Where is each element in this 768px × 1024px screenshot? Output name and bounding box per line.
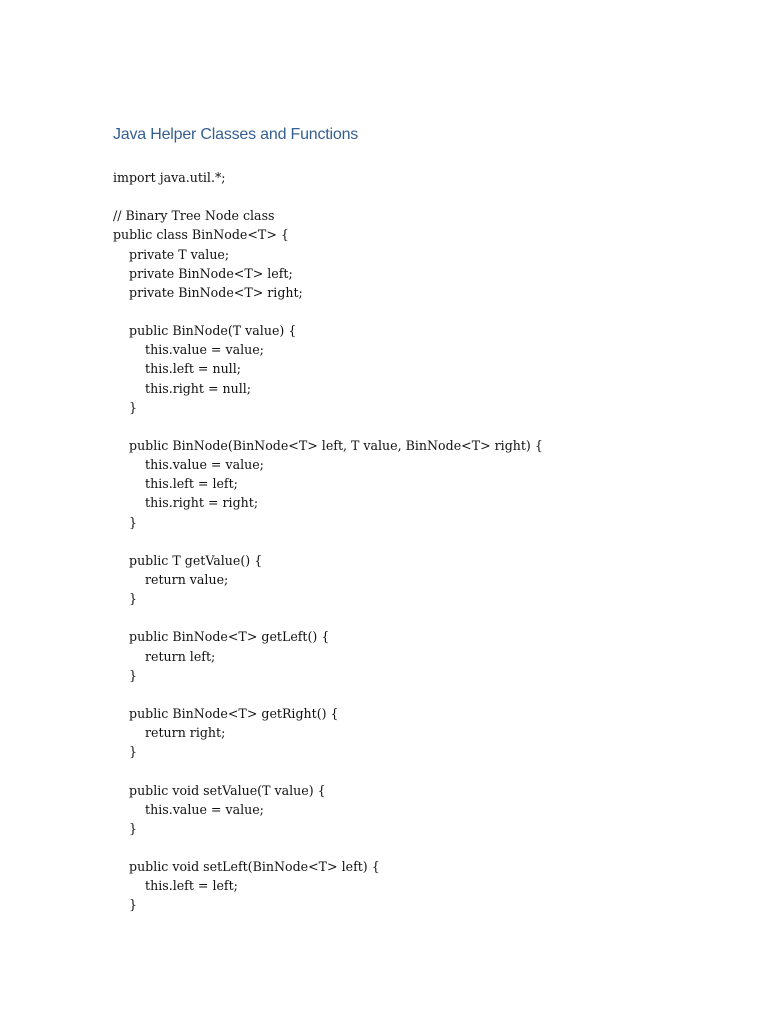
code-line: }: [113, 591, 138, 607]
code-line: public BinNode<T> getRight() {: [113, 705, 339, 721]
code-line: public void setValue(T value) {: [113, 782, 326, 798]
code-line: }: [113, 820, 138, 836]
code-line: private BinNode<T> right;: [113, 284, 303, 300]
code-line: [113, 417, 733, 436]
code-line: this.right = null;: [113, 380, 252, 396]
code-line: }: [113, 399, 138, 415]
code-line: }: [113, 897, 138, 913]
code-line: public void setLeft(BinNode<T> left) {: [113, 859, 380, 875]
code-line: this.right = right;: [113, 495, 259, 511]
code-line: return left;: [113, 648, 216, 664]
code-line: }: [113, 744, 138, 760]
code-line: public T getValue() {: [113, 552, 263, 568]
code-line: [113, 532, 733, 551]
code-line: // Binary Tree Node class: [113, 208, 275, 224]
code-line: return right;: [113, 725, 226, 741]
code-line: this.left = null;: [113, 361, 241, 377]
code-line: public BinNode(T value) {: [113, 323, 297, 339]
code-line: }: [113, 514, 138, 530]
code-line: }: [113, 667, 138, 683]
code-line: [113, 685, 733, 704]
code-line: this.left = left;: [113, 476, 238, 492]
code-line: [113, 187, 733, 206]
code-line: return value;: [113, 571, 229, 587]
code-line: this.value = value;: [113, 801, 264, 817]
code-line: this.value = value;: [113, 457, 264, 473]
code-line: public BinNode<T> getLeft() {: [113, 629, 330, 645]
code-line: this.left = left;: [113, 878, 238, 894]
code-line: private BinNode<T> left;: [113, 265, 293, 281]
code-block: [113, 168, 733, 914]
code-line: [113, 608, 733, 627]
document-title: Java Helper Classes and Functions: [113, 126, 359, 143]
code-line: this.value = value;: [113, 342, 264, 358]
code-line: import java.util.*;: [113, 170, 226, 185]
code-line: public class BinNode<T> {: [113, 227, 289, 243]
code-line: [113, 761, 733, 780]
code-line: [113, 302, 733, 321]
code-line: public BinNode(BinNode<T> left, T value, BinNode<T> right) {: [113, 437, 543, 453]
code-line: private T value;: [113, 246, 230, 262]
code-line: [113, 838, 733, 857]
